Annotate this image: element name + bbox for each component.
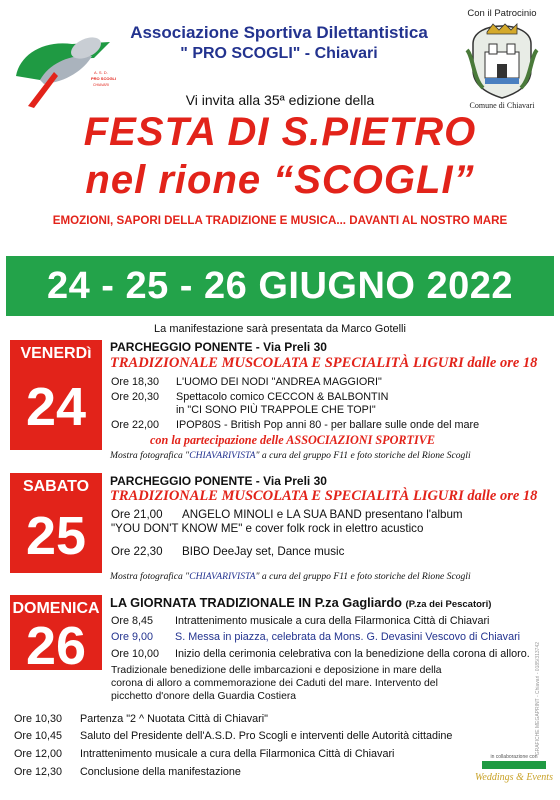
event-time: Ore 10,45 <box>14 730 63 742</box>
sponsor-label: in collaborazione con <box>490 754 538 760</box>
festival-title: FESTA DI S.PIETRO <box>83 110 477 154</box>
day-number: 25 <box>25 506 87 566</box>
sponsor-name: Weddings & Events <box>475 772 553 783</box>
event-text: in "CI SONO PIÙ TRAPPOLE CHE TOPI" <box>176 404 376 416</box>
logo-text-line2: PRO SCOGLI <box>91 76 117 81</box>
logo-text-line1: A. S. D. <box>94 70 108 75</box>
saturday-location: PARCHEGGIO PONENTE - Via Preli 30 <box>110 474 327 488</box>
mostra-highlight: CHIAVARIVISTA <box>189 571 256 582</box>
photo-exhibit-friday <box>110 450 471 461</box>
event-text: Conclusione della manifestazione <box>80 766 241 778</box>
day-number: 24 <box>25 377 87 437</box>
mostra-suffix: " a cura del gruppo F11 e foto storiche del Rione Scogli <box>255 571 471 582</box>
event-text: Intrattenimento musicale a cura della Filarmonica Città di Chiavari <box>80 748 395 760</box>
event-time: Ore 20,30 <box>111 391 160 403</box>
presenter-line: La manifestazione sarà presentata da Marco Gotelli <box>154 323 406 335</box>
sponsor-logo <box>474 760 554 786</box>
mostra-prefix: Mostra fotografica " <box>110 450 190 461</box>
event-text: S. Messa in piazza, celebrata da Mons. G. Devasini Vescovo di Chiavari <box>175 631 521 643</box>
association-name: Associazione Sportiva Dilettantistica <box>130 23 428 42</box>
event-text: Intrattenimento musicale a cura della Filarmonica Città di Chiavari <box>175 615 490 627</box>
pro-scogli-logo <box>14 18 117 110</box>
mostra-prefix: Mostra fotografica " <box>110 571 190 582</box>
event-time: Ore 22,00 <box>111 419 160 431</box>
event-text: BIBO DeeJay set, Dance music <box>182 545 345 558</box>
patrocinio-label: Con il Patrocinio <box>467 8 537 19</box>
event-time: Ore 22,30 <box>111 545 163 558</box>
mostra-suffix: " a cura del gruppo F11 e foto storiche del Rione Scogli <box>255 450 471 461</box>
event-time: Ore 21,00 <box>111 508 163 521</box>
day-badge-friday <box>10 340 102 450</box>
festival-subtitle: nel rione “SCOGLI” <box>85 158 475 202</box>
day-name: SABATO <box>22 478 90 495</box>
event-text: IPOP80S - British Pop anni 80 - per ballare sulle onde del mare <box>176 419 480 431</box>
day-badge-saturday <box>10 473 102 573</box>
event-time: Ore 12,00 <box>14 748 63 760</box>
friday-special: TRADIZIONALE MUSCOLATA E SPECIALITÀ LIGURI dalle ore 18 <box>110 355 538 371</box>
printer-credit: GRAFICHE MEGAPRINT - Chiavari - 0185/313742 <box>535 642 541 756</box>
day-number: 26 <box>25 616 87 676</box>
event-time: Ore 12,30 <box>14 766 63 778</box>
event-text: Partenza "2 ^ Nuotata Città di Chiavari" <box>80 713 268 725</box>
comune-crest-icon <box>465 22 539 100</box>
event-dates: 24 - 25 - 26 GIUGNO 2022 <box>46 265 514 307</box>
photo-exhibit-saturday <box>110 571 471 582</box>
comune-label: Comune di Chiavari <box>469 101 535 110</box>
day-name: DOMENICA <box>12 600 100 617</box>
sunday-location <box>110 595 491 610</box>
slogan: EMOZIONI, SAPORI DELLA TRADIZIONE E MUSICA... DAVANTI AL NOSTRO MARE <box>52 214 508 227</box>
event-text: L'UOMO DEI NODI "ANDREA MAGGIORI" <box>176 376 382 388</box>
sunday-location-main: LA GIORNATA TRADIZIONALE IN P.za Gagliardo <box>110 595 402 610</box>
ceremony-description: Tradizionale benedizione delle imbarcazioni e deposizione in mare della corona di alloro a commemorazione dei Caduti del mare. Intervento del picchetto d'onore della Guardia Costiera <box>111 665 442 702</box>
invite-line: Vi invita alla 35ª edizione della <box>185 92 375 108</box>
friday-note: con la partecipazione delle ASSOCIAZIONI SPORTIVE <box>150 433 435 447</box>
event-text: Saluto del Presidente dell'A.S.D. Pro Scogli e interventi delle Autorità cittadine <box>80 730 453 742</box>
event-text: "YOU DON'T KNOW ME" e cover folk rock in elettro acustico <box>111 522 424 535</box>
mostra-highlight: CHIAVARIVISTA <box>189 450 256 461</box>
event-text: Inizio della cerimonia celebrativa con la benedizione della corona di alloro. <box>175 648 530 660</box>
day-name: VENERDì <box>20 345 92 362</box>
event-time: Ore 9,00 <box>111 631 154 643</box>
day-badge-sunday <box>10 595 102 676</box>
event-text: ANGELO MINOLI e LA SUA BAND presentano l'album <box>182 508 463 521</box>
logo-text-line3: CHIAVARI <box>93 83 110 87</box>
friday-location: PARCHEGGIO PONENTE - Via Preli 30 <box>110 340 327 354</box>
event-time: Ore 18,30 <box>111 376 160 388</box>
event-text: Spettacolo comico CECCON & BALBONTIN <box>176 391 389 403</box>
saturday-special: TRADIZIONALE MUSCOLATA E SPECIALITÀ LIGURI dalle ore 18 <box>110 488 538 504</box>
event-time: Ore 10,00 <box>111 648 160 660</box>
association-subtitle: " PRO SCOGLI" - Chiavari <box>180 45 378 62</box>
event-time: Ore 10,30 <box>14 713 63 725</box>
sunday-location-note: (P.za dei Pescatori) <box>405 599 492 610</box>
event-time: Ore 8,45 <box>111 615 154 627</box>
